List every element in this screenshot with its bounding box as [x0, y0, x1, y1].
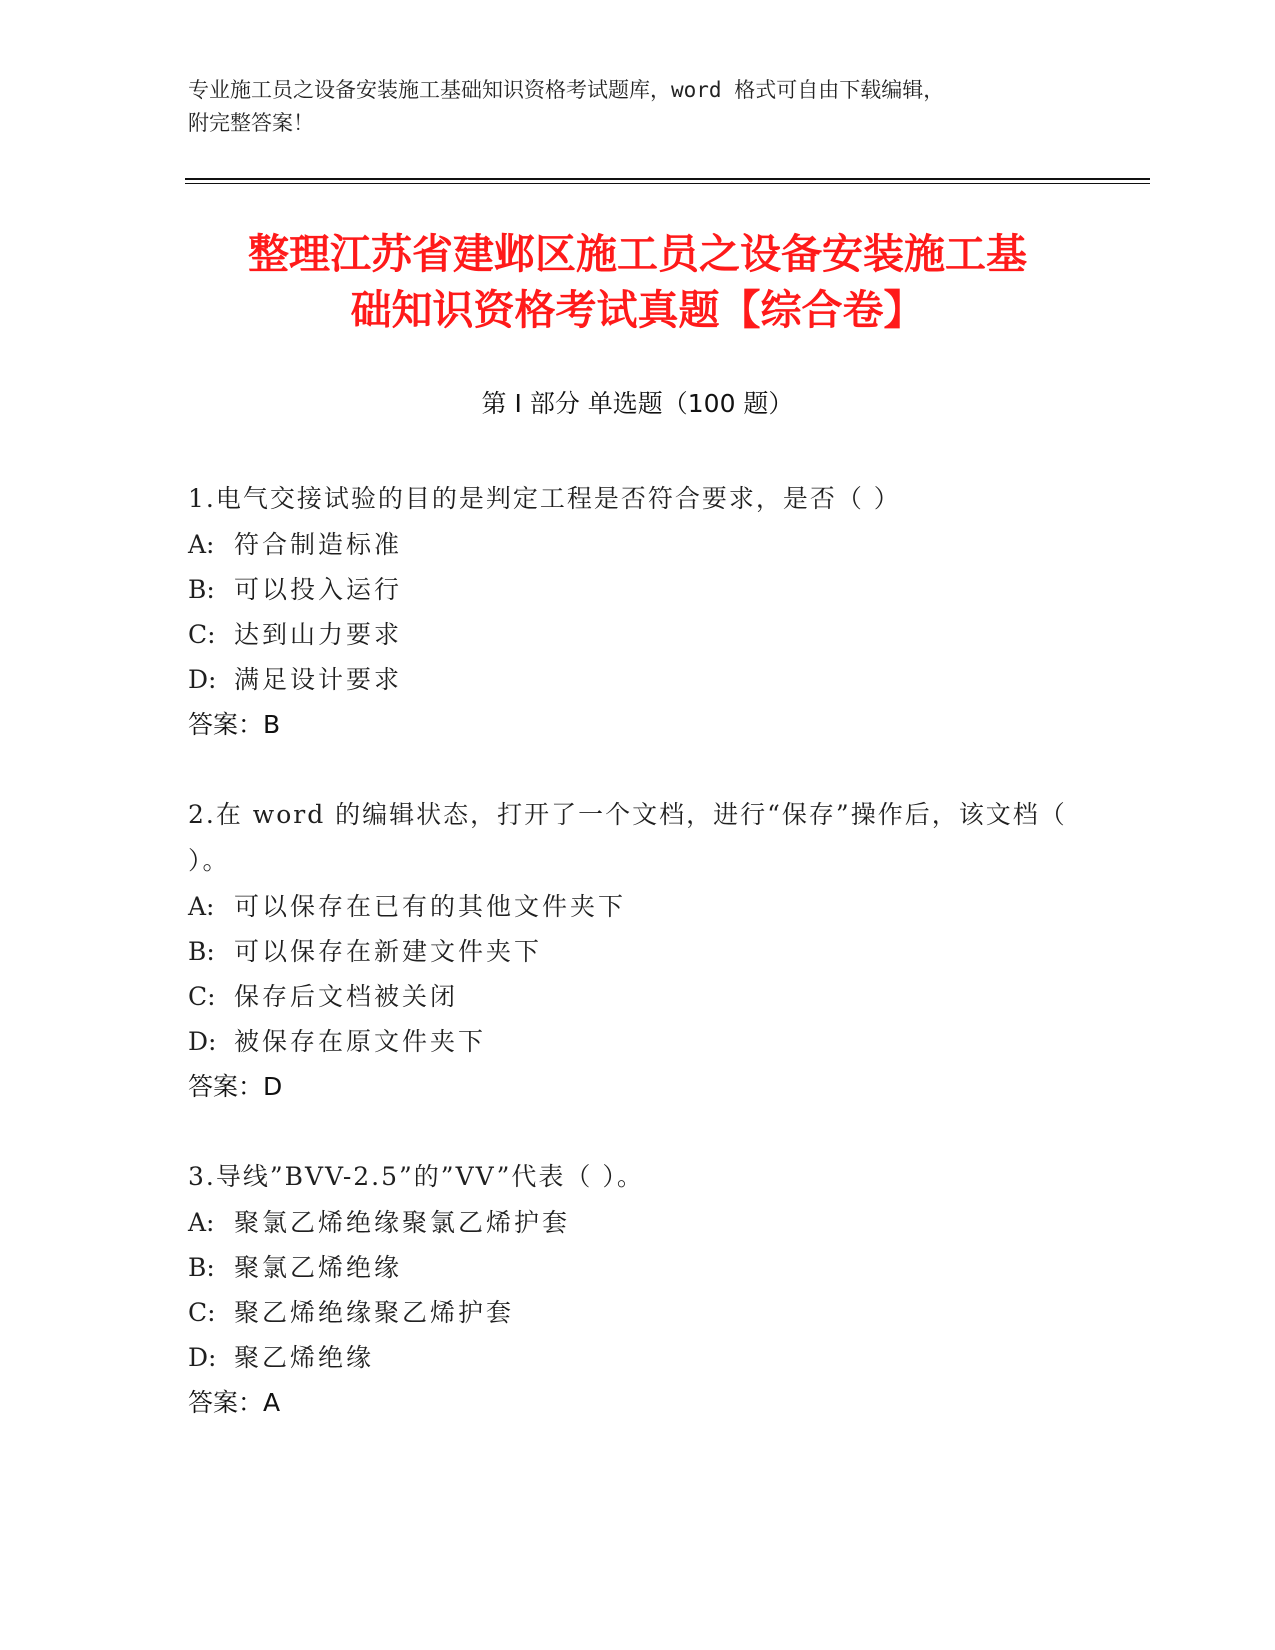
option-letter: A:: [188, 892, 215, 921]
option-a: [188, 522, 1088, 567]
option-letter: C:: [188, 620, 216, 649]
question-list: [188, 476, 1088, 1470]
option-letter: C:: [188, 982, 216, 1011]
answer-label: 答案：B: [188, 710, 281, 739]
header-note: [188, 74, 1068, 140]
answer-label: 答案：D: [188, 1072, 283, 1101]
option-b: [188, 567, 1088, 612]
option-letter: B:: [188, 575, 215, 604]
header-note-line2: 附完整答案！: [188, 111, 314, 135]
option-text: 被保存在原文件夹下: [234, 1027, 487, 1056]
header-divider-thin: [185, 183, 1150, 184]
option-text: 聚乙烯绝缘: [234, 1343, 375, 1372]
option-letter: D:: [188, 1343, 217, 1372]
question-stem: 1.电气交接试验的目的是判定工程是否符合要求，是否（ ）: [188, 484, 901, 513]
question-1: [188, 476, 1088, 748]
option-letter: A:: [188, 530, 215, 559]
option-b: [188, 1245, 1088, 1290]
document-title: [150, 226, 1125, 338]
option-letter: C:: [188, 1298, 216, 1327]
option-text: 聚氯乙烯绝缘聚氯乙烯护套: [234, 1208, 571, 1237]
option-text: 可以保存在已有的其他文件夹下: [234, 892, 627, 921]
option-text: 可以投入运行: [234, 575, 403, 604]
option-d: [188, 1019, 1088, 1064]
option-d: [188, 657, 1088, 702]
option-letter: A:: [188, 1208, 215, 1237]
option-text: 聚乙烯绝缘聚乙烯护套: [234, 1298, 515, 1327]
option-letter: D:: [188, 665, 217, 694]
option-letter: D:: [188, 1027, 217, 1056]
option-text: 符合制造标准: [234, 530, 403, 559]
header-divider-thick: [185, 178, 1150, 180]
option-d: [188, 1335, 1088, 1380]
option-text: 满足设计要求: [234, 665, 403, 694]
option-a: [188, 1200, 1088, 1245]
document-title-line1: 整理江苏省建邺区施工员之设备安装施工基: [248, 230, 1027, 278]
part-heading: 第 I 部分 单选题（100 题）: [481, 389, 794, 418]
question-stem: 2.在 word 的编辑状态，打开了一个文档，进行“保存”操作后，该文档（ ）。: [188, 800, 1067, 875]
option-text: 可以保存在新建文件夹下: [234, 937, 543, 966]
question-3: [188, 1154, 1088, 1426]
question-stem: 3.导线”BVV-2.5”的”VV”代表（ ）。: [188, 1162, 644, 1191]
option-a: [188, 884, 1088, 929]
option-b: [188, 929, 1088, 974]
option-text: 保存后文档被关闭: [234, 982, 459, 1011]
option-text: 达到山力要求: [234, 620, 403, 649]
question-2: [188, 792, 1088, 1110]
answer-label: 答案：A: [188, 1388, 281, 1417]
option-letter: B:: [188, 1253, 215, 1282]
option-text: 聚氯乙烯绝缘: [234, 1253, 403, 1282]
option-c: [188, 1290, 1088, 1335]
header-note-line1: 专业施工员之设备安装施工基础知识资格考试题库，word 格式可自由下载编辑，: [188, 78, 945, 102]
document-title-line2: 础知识资格考试真题【综合卷】: [350, 286, 925, 334]
option-c: [188, 974, 1088, 1019]
option-c: [188, 612, 1088, 657]
option-letter: B:: [188, 937, 215, 966]
